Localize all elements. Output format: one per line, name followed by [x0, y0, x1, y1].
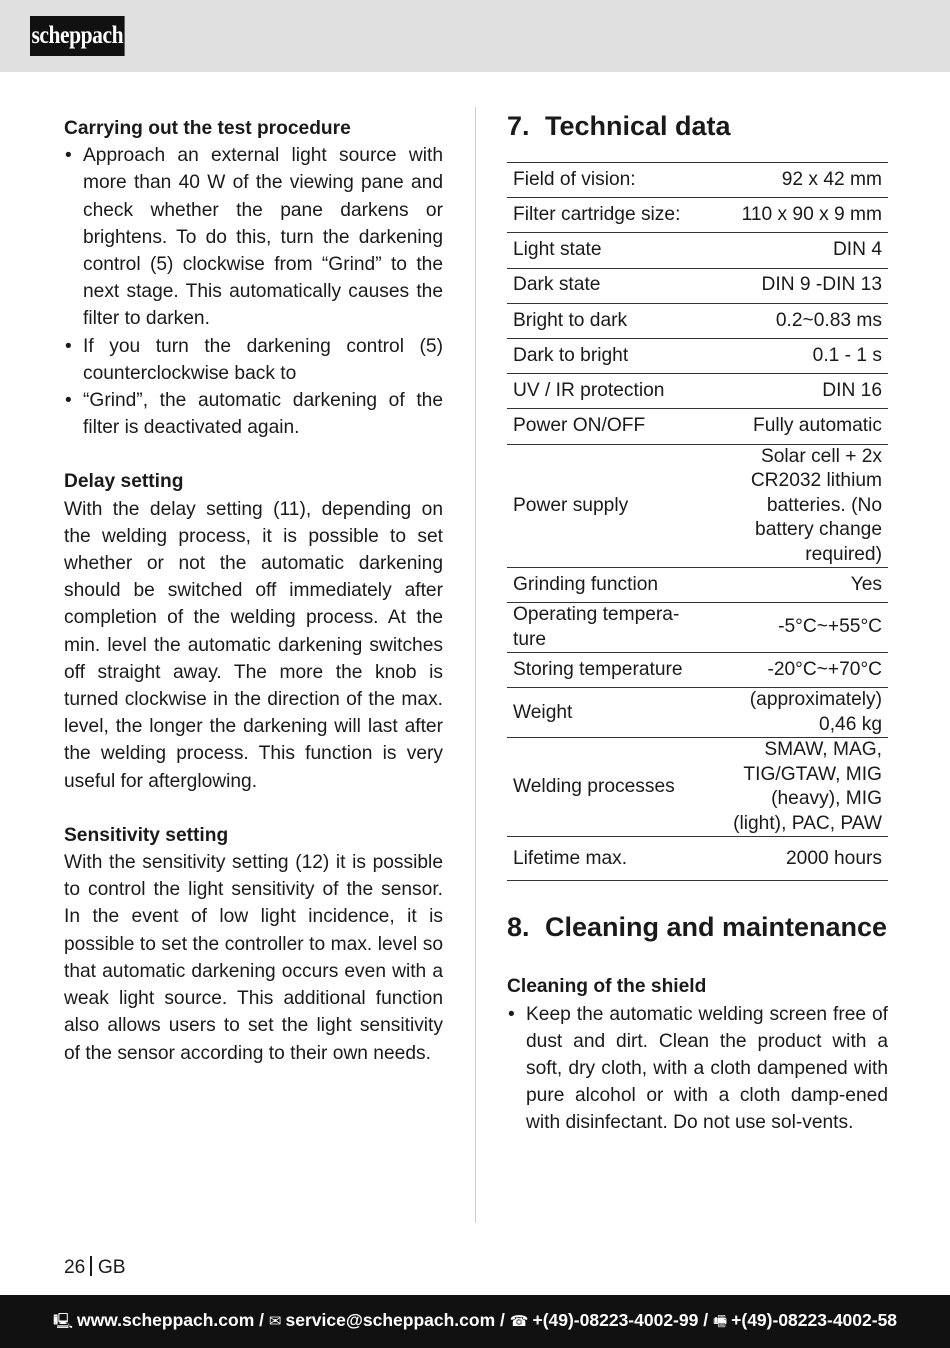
spec-label: Welding processes [507, 738, 707, 837]
spec-label: Power supply [507, 444, 707, 568]
left-column [64, 115, 443, 1067]
table-row [507, 163, 888, 198]
spec-label: Lifetime max. [507, 837, 707, 881]
table-row [507, 338, 888, 373]
spec-label: Light state [507, 233, 707, 268]
separator: / [500, 1310, 505, 1330]
list-item: • Approach an external light source with more than 40 W of the viewing pane and check whether the pane darkens or brightens. To do this, turn the darkening control (5) clockwise from “Grind” to the next stage. This automatically causes the filter to darken. [64, 142, 443, 332]
table-row [507, 374, 888, 409]
column-divider [475, 107, 476, 1223]
spec-value: -5°C~+55°C [707, 603, 888, 653]
contact-footer [0, 1295, 950, 1348]
cleaning-maintenance-heading [507, 901, 888, 953]
spec-label: Dark to bright [507, 338, 707, 373]
spec-value: DIN 16 [707, 374, 888, 409]
delay-setting-heading: Delay setting [64, 471, 184, 493]
spec-label: UV / IR protection [507, 374, 707, 409]
delay-setting-text: With the delay setting (11), depending on the welding process, it is possible to set whether or not the automatic darkening should be switched off immediately after completion of the welding process. At the min. level the automatic darkening switches off straight away. The more the knob is turned clockwise in the direction of the max. level, the longer the darkening will last after the welding process. This function is very useful for afterglowing. [64, 498, 443, 792]
sensitivity-setting-text: With the sensitivity setting (12) it is possible to control the light sensitivity of the sensor. In the event of low light incidence, it is possible to set the controller to max. level so that automatic darkening occurs even with a weak light source. This additional function also allows users to set the light sensitivity of the sensor according to their own needs. [64, 852, 443, 1064]
phone-icon: ☎ [509, 1313, 529, 1330]
language-code: GB [97, 1257, 126, 1278]
list-item: • Keep the automatic welding screen free of dust and dirt. Clean the product with a soft, dry cloth, with a cloth dampened with pure alcohol or with a cloth damp-ened with disinfectant. Do not use sol-vents. [507, 1001, 888, 1137]
computer-icon: 🖳 [52, 1313, 73, 1330]
website-link[interactable]: www.scheppach.com [76, 1310, 255, 1330]
spec-label: Operating tempera-ture [507, 603, 707, 653]
header-bar [0, 0, 950, 72]
spec-label: Bright to dark [507, 303, 707, 338]
right-column [507, 100, 888, 1137]
spec-value: -20°C~+70°C [707, 653, 888, 688]
spec-value: DIN 4 [707, 233, 888, 268]
spec-value: (approximately) 0,46 kg [707, 688, 888, 738]
section-number: 7. [507, 111, 530, 141]
spec-value: DIN 9 -DIN 13 [707, 268, 888, 303]
cleaning-shield-heading: Cleaning of the shield [507, 976, 707, 998]
page-number [64, 1256, 126, 1279]
spec-value: 0.1 - 1 s [707, 338, 888, 373]
table-row [507, 837, 888, 881]
spec-value: 2000 hours [707, 837, 888, 881]
email-link[interactable]: service@scheppach.com [285, 1310, 496, 1330]
table-row [507, 233, 888, 268]
table-row [507, 303, 888, 338]
spec-label: Grinding function [507, 568, 707, 603]
spec-value: 0.2~0.83 ms [707, 303, 888, 338]
table-row [507, 688, 888, 738]
phone-number: +(49)-08223-4002-99 [532, 1310, 699, 1330]
section-number: 8. [507, 912, 530, 943]
cleaning-list [507, 1001, 888, 1137]
spec-label: Weight [507, 688, 707, 738]
list-item: • “Grind”, the automatic darkening of the filter is deactivated again. [64, 387, 443, 441]
list-item: • If you turn the darkening control (5) counterclockwise back to [64, 333, 443, 387]
section-title: Cleaning and maintenance [545, 912, 888, 943]
mail-icon: ✉ [268, 1313, 282, 1330]
brand-logo: scheppach [30, 16, 125, 56]
page-number-value: 26 [64, 1257, 86, 1278]
spec-value: Yes [707, 568, 888, 603]
separator: / [259, 1310, 265, 1330]
technical-data-heading [507, 100, 888, 152]
table-row [507, 568, 888, 603]
spec-value: Fully automatic [707, 409, 888, 444]
table-row [507, 268, 888, 303]
spec-label: Filter cartridge size: [507, 198, 707, 233]
table-row [507, 198, 888, 233]
table-row [507, 603, 888, 653]
spec-label: Field of vision: [507, 163, 707, 198]
table-row [507, 738, 888, 837]
fax-icon: 🖷 [712, 1313, 728, 1330]
technical-data-table [507, 162, 888, 881]
spec-label: Storing temperature [507, 653, 707, 688]
table-row [507, 653, 888, 688]
spec-value: 92 x 42 mm [707, 163, 888, 198]
test-procedure-heading: Carrying out the test procedure [64, 118, 351, 139]
spec-value: 110 x 90 x 9 mm [707, 198, 888, 233]
table-row [507, 409, 888, 444]
spec-label: Dark state [507, 268, 707, 303]
page-number-divider [90, 1256, 92, 1276]
separator: / [703, 1310, 709, 1330]
spec-value: Solar cell + 2x CR2032 lithium batteries. (No battery change required) [707, 444, 888, 568]
section-title: Technical data [545, 111, 731, 141]
table-row [507, 444, 888, 568]
spec-label: Power ON/OFF [507, 409, 707, 444]
sensitivity-setting-heading: Sensitivity setting [64, 824, 229, 846]
spec-value: SMAW, MAG, TIG/GTAW, MIG (heavy), MIG (light), PAC, PAW [707, 738, 888, 837]
fax-number: +(49)-08223-4002-58 [731, 1310, 898, 1330]
test-procedure-list [64, 142, 443, 441]
